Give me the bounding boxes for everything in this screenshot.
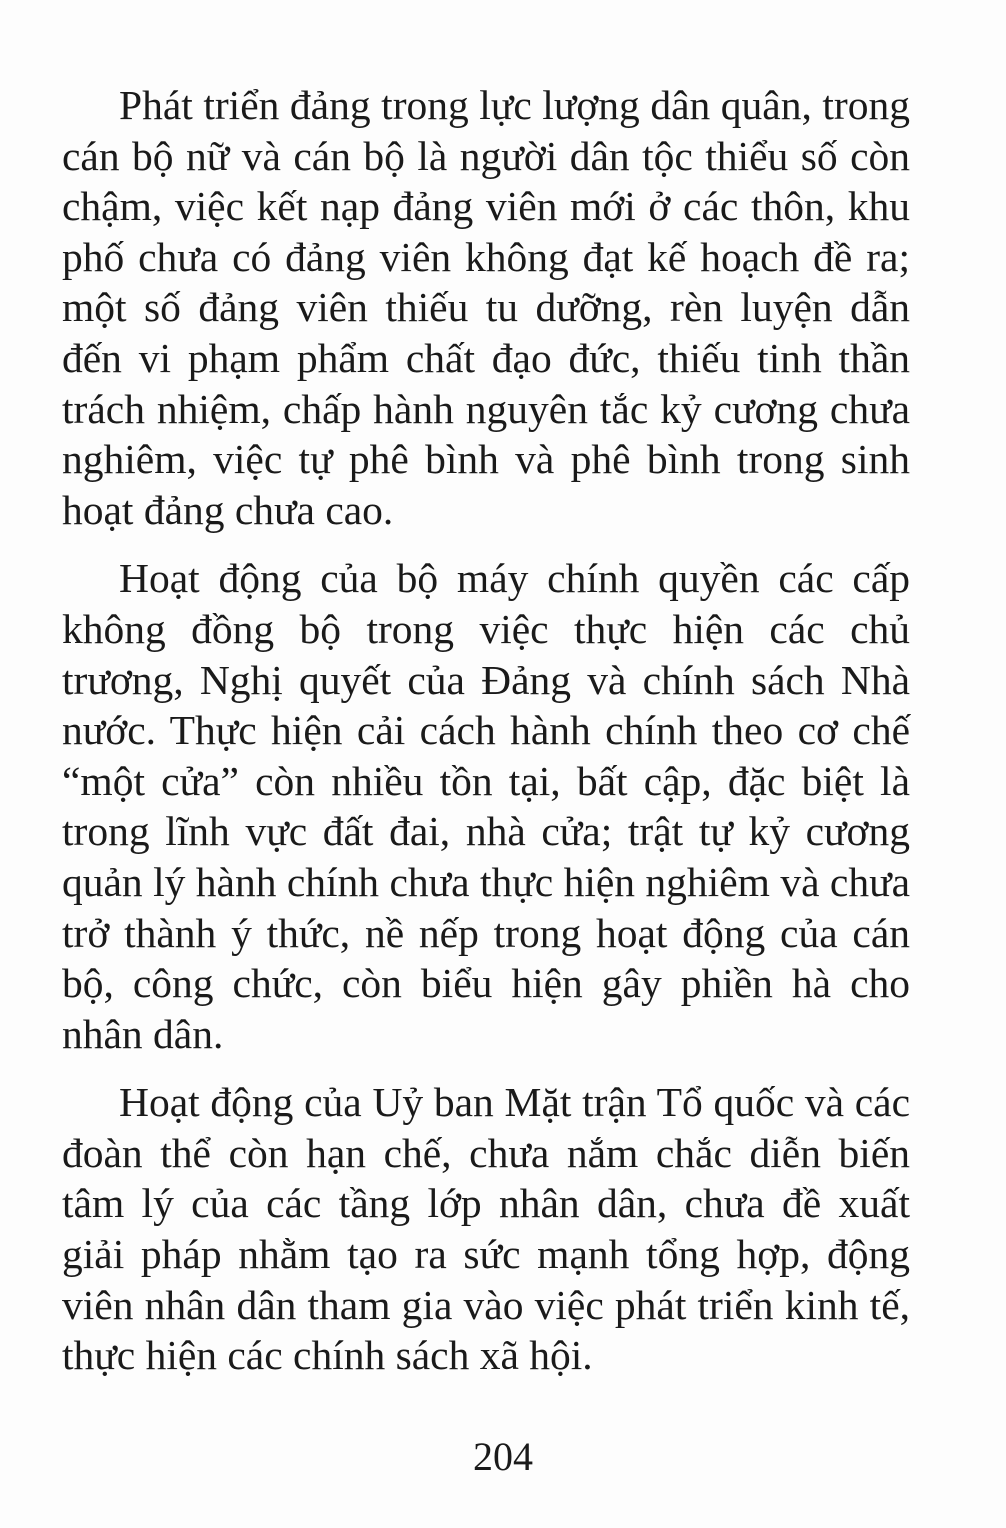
paragraph-party-development: Phát triển đảng trong lực lượng dân quân, trong cán bộ nữ và cán bộ là người dân tộc thiểu số còn chậm, việc kết nạp đảng viên mới ở các thôn, khu phố chưa có đảng viên không đạt kế hoạch đề ra; một số đảng viên thiếu tu dưỡng, rèn luyện dẫn đến vi phạm phẩm chất đạo đức, thiếu tinh thần trách nhiệm, chấp hành nguyên tắc kỷ cương chưa nghiêm, việc tự phê bình và phê bình trong sinh hoạt đảng chưa cao. <box>62 82 910 533</box>
paragraph-fatherland-front: Hoạt động của Uỷ ban Mặt trận Tổ quốc và các đoàn thể còn hạn chế, chưa nắm chắc diễn biến tâm lý của các tầng lớp nhân dân, chưa đề xuất giải pháp nhằm tạo ra sức mạnh tổng hợp, động viên nhân dân tham gia vào việc phát triển kinh tế, thực hiện các chính sách xã hội. <box>62 1079 910 1379</box>
paragraph-government-apparatus: Hoạt động của bộ máy chính quyền các cấp không đồng bộ trong việc thực hiện các chủ trương, Nghị quyết của Đảng và chính sách Nhà nước. Thực hiện cải cách hành chính theo cơ chế “một cửa” còn nhiều tồn tại, bất cập, đặc biệt là trong lĩnh vực đất đai, nhà cửa; trật tự kỷ cương quản lý hành chính chưa thực hiện nghiêm và chưa trở thành ý thức, nề nếp trong hoạt động của cán bộ, công chức, còn biểu hiện gây phiền hà cho nhân dân. <box>62 555 910 1057</box>
page-number: 204 <box>473 1434 533 1479</box>
body-text <box>62 80 910 1381</box>
